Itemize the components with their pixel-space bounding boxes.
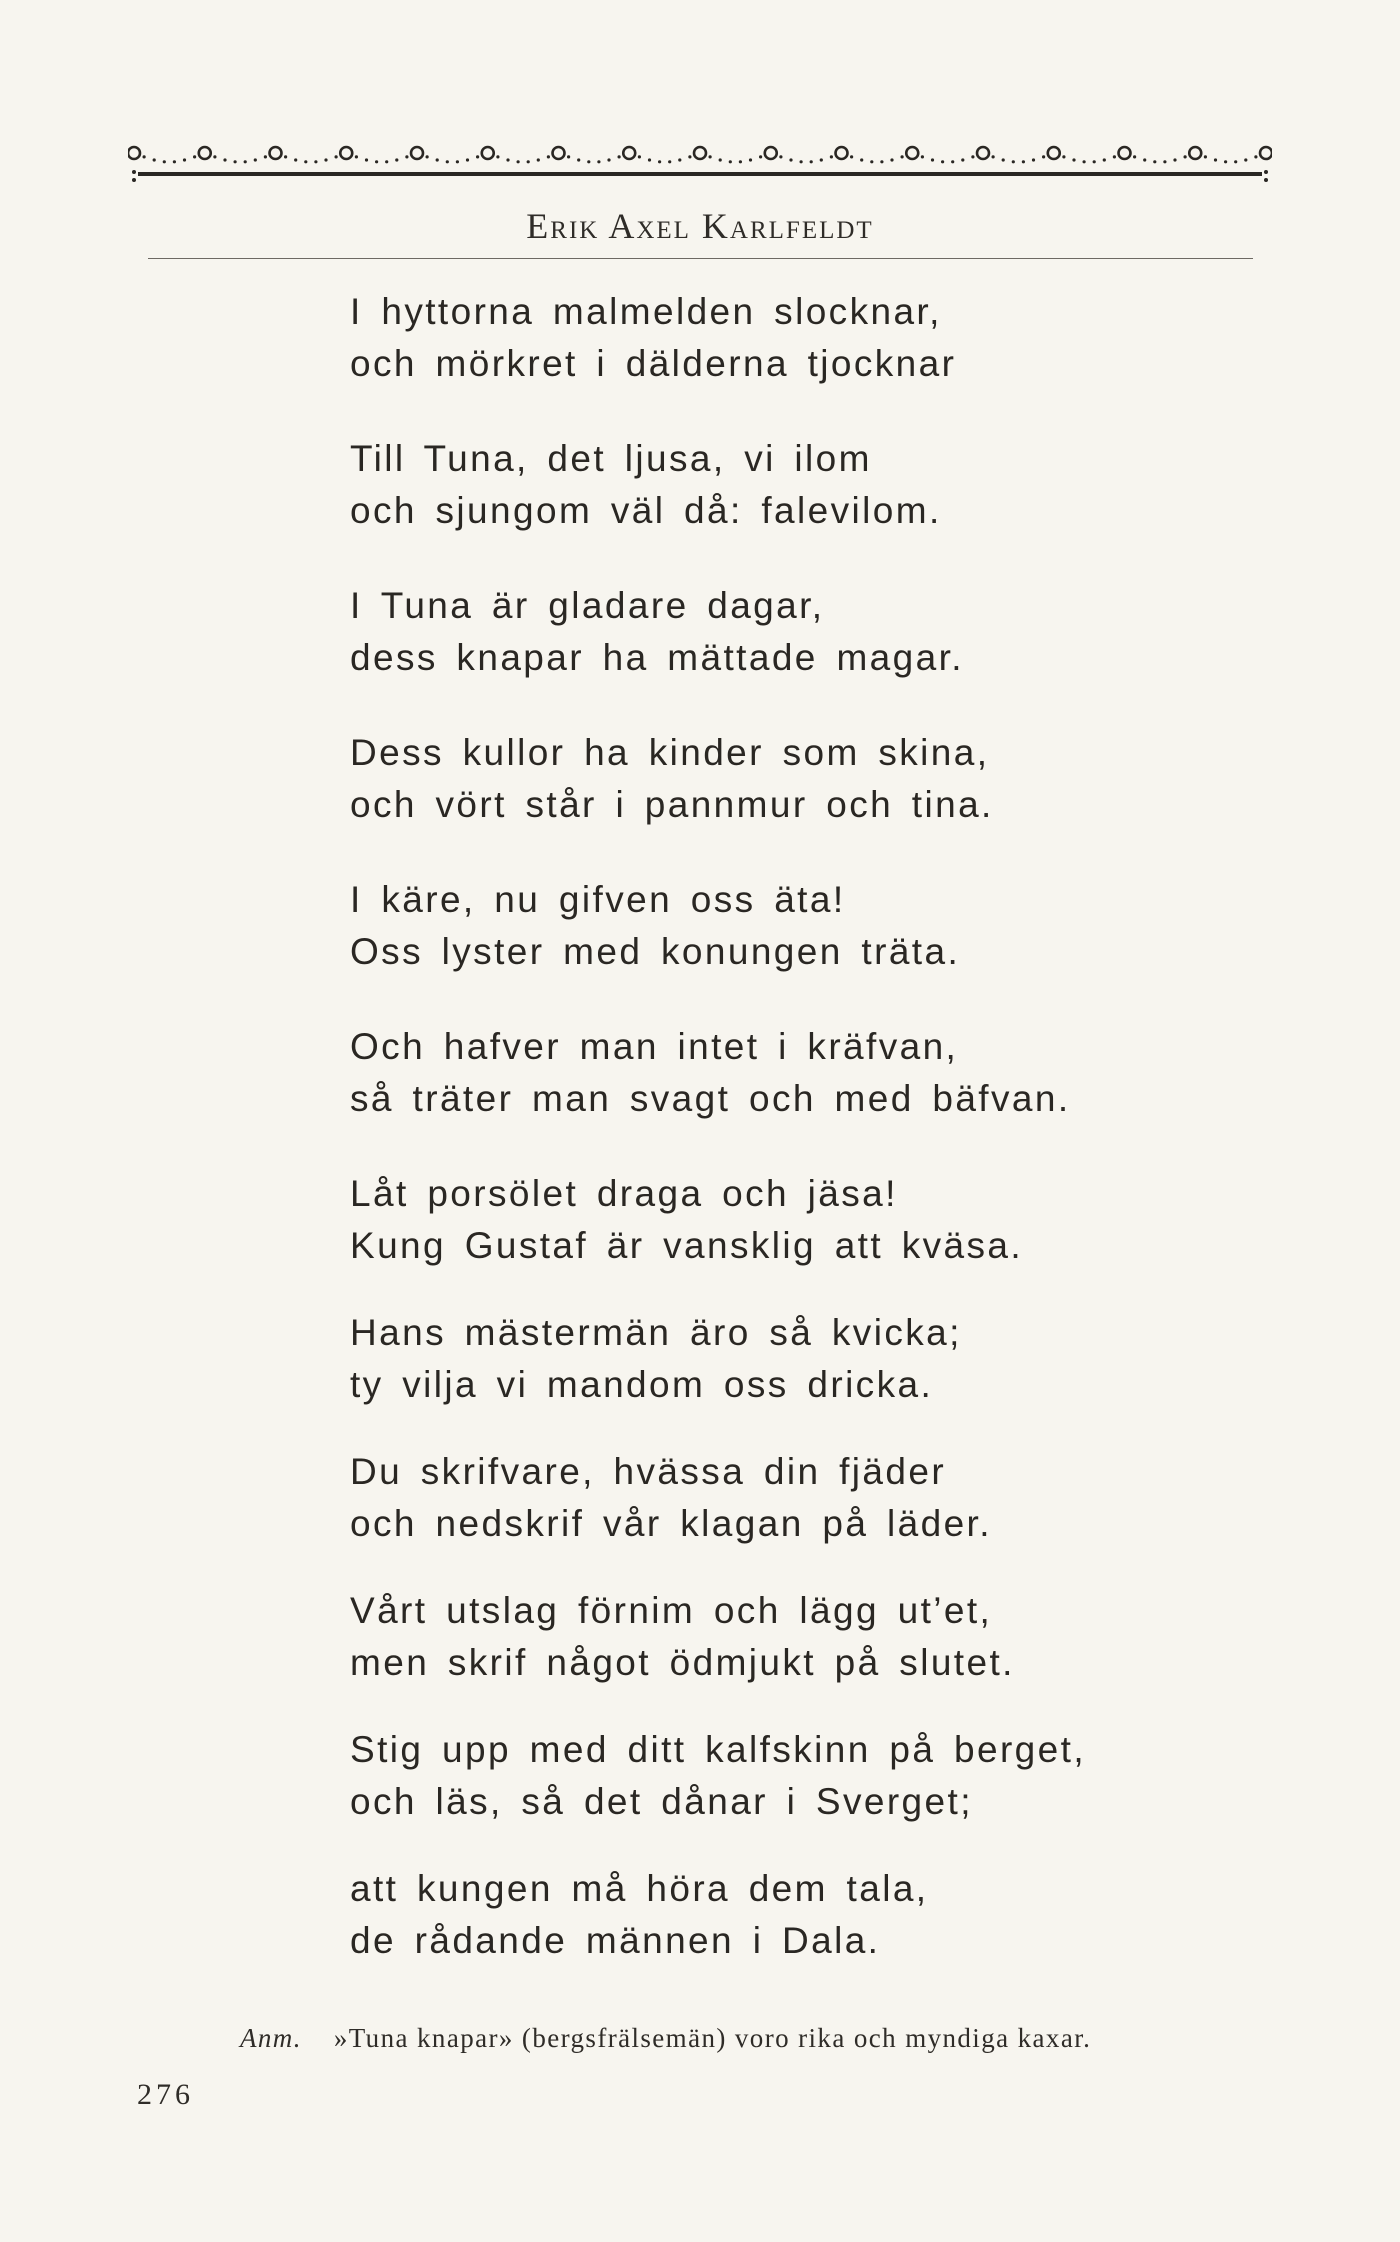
ornament-dot <box>658 160 661 163</box>
ornament-dot <box>405 155 408 158</box>
ornament-dot <box>901 155 904 158</box>
ornament-dot <box>850 155 853 158</box>
ornament-dot <box>749 158 752 161</box>
ornament-dot <box>476 155 479 158</box>
poem <box>350 286 1170 2002</box>
ornament-dot <box>618 155 621 158</box>
ornament-dot <box>739 160 742 163</box>
ornament-dot <box>951 160 954 163</box>
ornament-dot <box>1133 155 1136 158</box>
ornament-dot <box>153 158 156 161</box>
ornament-dot <box>1254 155 1257 158</box>
stanza <box>350 1446 1170 1550</box>
ornament-dot <box>213 155 216 158</box>
poem-line: Oss lyster med konungen träta. <box>350 931 961 972</box>
poem-line: dess knapar ha mättade magar. <box>350 637 964 678</box>
ornament-dot <box>597 160 600 163</box>
poem-line: Kung Gustaf är vansklig att kväsa. <box>350 1225 1024 1266</box>
poem-line: Och hafver man intet i kräfvan, <box>350 1026 959 1067</box>
ornament-dot <box>1002 158 1005 161</box>
ornament-dot <box>992 155 995 158</box>
ornament-ring <box>623 147 635 159</box>
poem-line: och nedskrif vår klagan på läder. <box>350 1503 992 1544</box>
poem-line: och sjungom väl då: falevilom. <box>350 490 942 531</box>
ornament-dot <box>537 158 540 161</box>
page-number: 276 <box>137 2078 194 2111</box>
ornament-dot <box>709 155 712 158</box>
ornament-ring <box>1119 147 1131 159</box>
stanza <box>350 1724 1170 1828</box>
ornament-dot <box>324 158 327 161</box>
ornament-dot <box>163 160 166 163</box>
ornament-dot <box>466 158 469 161</box>
poem-line: ty vilja vi mandom oss dricka. <box>350 1364 934 1405</box>
ornament-dot <box>1173 158 1176 161</box>
ornament-dot <box>1153 160 1156 163</box>
ornament-dot <box>1062 155 1065 158</box>
poem-line: Stig upp med ditt kalfskinn på berget, <box>350 1729 1087 1770</box>
poem-line: men skrif något ödmjukt på slutet. <box>350 1642 1015 1683</box>
ornament-dot <box>234 160 237 163</box>
ornament-dot <box>395 158 398 161</box>
ornament-dot <box>547 155 550 158</box>
ornament-dot <box>335 155 338 158</box>
ornament-dot <box>1103 158 1106 161</box>
ornament-dot <box>890 158 893 161</box>
footnote-text: »Tuna knapar» (bergsfrälsemän) voro rika och myndiga kaxar. <box>333 2023 1092 2053</box>
ornament-ring <box>340 147 352 159</box>
ornament-ring <box>694 147 706 159</box>
ornament-dot <box>355 155 358 158</box>
footnote <box>240 2023 1280 2054</box>
ornament-dot <box>1143 158 1146 161</box>
ornament-dot <box>294 158 297 161</box>
ornament-ring <box>411 147 423 159</box>
ornament-dot <box>385 160 388 163</box>
ornament-dot <box>426 155 429 158</box>
ornament-dot <box>971 155 974 158</box>
stanza <box>350 1863 1170 1967</box>
ornament-ring <box>1260 147 1272 159</box>
ornament-dot <box>304 160 307 163</box>
poem-line: de rådande männen i Dala. <box>350 1920 881 1961</box>
ornament-dot <box>1224 160 1227 163</box>
ornament-dot <box>961 158 964 161</box>
stanza <box>350 286 1170 390</box>
ornament-dot <box>436 158 439 161</box>
ornament-dot <box>264 155 267 158</box>
ornament-dot <box>254 158 257 161</box>
ornament-dot <box>1032 158 1035 161</box>
ornament-dot <box>173 160 176 163</box>
ornament-dot <box>1083 160 1086 163</box>
ornament-dot <box>527 160 530 163</box>
stanza <box>350 874 1170 978</box>
poem-line: och läs, så det dånar i Sverget; <box>350 1781 973 1822</box>
ornament-dot <box>1234 160 1237 163</box>
ornament-dot <box>183 158 186 161</box>
poem-line: I hyttorna malmelden slocknar, <box>350 291 942 332</box>
running-head: Erik Axel Karlfeldt <box>526 206 874 246</box>
ornament-dot <box>1163 160 1166 163</box>
ornament-dot <box>1184 155 1187 158</box>
ornament-dot <box>921 155 924 158</box>
ornament-dot <box>759 155 762 158</box>
poem-line: I Tuna är gladare dagar, <box>350 585 825 626</box>
ornament-dot <box>1204 155 1207 158</box>
ornament-dot <box>314 160 317 163</box>
poem-line: och vört står i pannmur och tina. <box>350 784 994 825</box>
ornament-ring <box>836 147 848 159</box>
ornament-dot <box>517 160 520 163</box>
ornament-dot <box>1244 158 1247 161</box>
poem-line: Låt porsölet draga och jäsa! <box>350 1173 898 1214</box>
ornament-dot <box>880 160 883 163</box>
ornament-dot <box>577 158 580 161</box>
ornament-dot <box>860 158 863 161</box>
ornament-dot <box>941 160 944 163</box>
ornament-dot <box>648 158 651 161</box>
stanza <box>350 1168 1170 1272</box>
poem-line: Du skrifvare, hvässa din fjäder <box>350 1451 947 1492</box>
ornament-dot <box>223 158 226 161</box>
ornament-dot <box>931 158 934 161</box>
ornament-ring <box>270 147 282 159</box>
ornament-ring <box>553 147 565 159</box>
poem-line: att kungen må höra dem tala, <box>350 1868 929 1909</box>
poem-line: Vårt utslag förnim och lägg ut’et, <box>350 1590 993 1631</box>
ornament-dot <box>365 158 368 161</box>
ornament-dot <box>244 160 247 163</box>
ornament-dot <box>638 155 641 158</box>
ornament-dot <box>1072 158 1075 161</box>
ornament-dot <box>506 158 509 161</box>
ornament-dot <box>870 160 873 163</box>
poem-line: Dess kullor ha kinder som skina, <box>350 732 990 773</box>
stanza <box>350 727 1170 831</box>
poem-line: Till Tuna, det ljusa, vi ilom <box>350 438 872 479</box>
stanza <box>350 1585 1170 1689</box>
decorative-border-ornament <box>128 128 1272 188</box>
ornament-ring <box>906 147 918 159</box>
stanza <box>350 580 1170 684</box>
ornament-dot <box>1093 160 1096 163</box>
footnote-label: Anm. <box>240 2023 302 2053</box>
ornament-dot <box>607 158 610 161</box>
stanza <box>350 1021 1170 1125</box>
ornament-dot <box>446 160 449 163</box>
ornament-dot <box>1113 155 1116 158</box>
poem-line: Hans mästermän äro så kvicka; <box>350 1312 962 1353</box>
poem-line: och mörkret i dälderna tjocknar <box>350 343 957 384</box>
ornament-dot <box>456 160 459 163</box>
ornament-dot <box>1012 160 1015 163</box>
ornament-ring <box>1048 147 1060 159</box>
ornament-dot <box>719 158 722 161</box>
ornament-dot <box>143 155 146 158</box>
ornament-dot <box>375 160 378 163</box>
ornament-ring <box>482 147 494 159</box>
ornament-dot <box>800 160 803 163</box>
ornament-dot <box>587 160 590 163</box>
ornament-dot <box>668 160 671 163</box>
ornament-dot <box>567 155 570 158</box>
ornament-ring <box>1189 147 1201 159</box>
ornament-dot <box>789 158 792 161</box>
ornament-dot <box>810 160 813 163</box>
ornament-dot <box>1042 155 1045 158</box>
ornament-dot <box>284 155 287 158</box>
ornament-dot <box>678 158 681 161</box>
ornament-dot <box>1022 160 1025 163</box>
header-rule <box>148 258 1253 259</box>
ornament-dot <box>729 160 732 163</box>
ornament-dot <box>688 155 691 158</box>
poem-line: I käre, nu gifven oss äta! <box>350 879 846 920</box>
ornament-ring <box>977 147 989 159</box>
poem-line: så träter man svagt och med bäfvan. <box>350 1078 1071 1119</box>
ornament-dot <box>1214 158 1217 161</box>
ornament-dot <box>820 158 823 161</box>
stanza <box>350 433 1170 537</box>
stanza <box>350 1307 1170 1411</box>
ornament-ring <box>199 147 211 159</box>
ornament-dot <box>193 155 196 158</box>
ornament-ring <box>765 147 777 159</box>
ornament-dot <box>830 155 833 158</box>
ornament-dot <box>779 155 782 158</box>
ornament-ring <box>128 147 140 159</box>
ornament-dot <box>496 155 499 158</box>
